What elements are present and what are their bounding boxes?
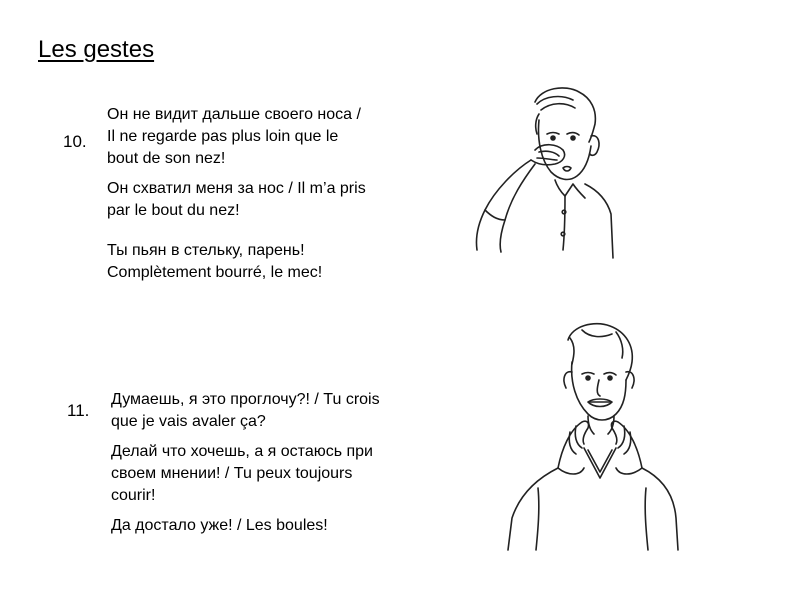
page-title: Les gestes — [38, 36, 155, 63]
phrase-line: своем мнении! / Tu peux toujours — [111, 465, 353, 482]
phrase-group-11 — [111, 389, 431, 537]
phrase-group-10 — [107, 104, 417, 284]
phrase-line: Ты пьян в стельку, парень! — [107, 242, 305, 259]
phrase — [111, 389, 431, 433]
phrase-line: Complètement bourré, le mec! — [107, 264, 323, 281]
man-pinching-nose-illustration — [465, 80, 615, 270]
phrase-line: bout de son nez! — [107, 150, 226, 167]
phrase — [107, 178, 417, 222]
phrase — [111, 515, 431, 537]
phrase — [107, 104, 417, 170]
phrase-line: Да достало уже! / Les boules! — [111, 517, 328, 534]
item-number-11: 11. — [67, 401, 90, 420]
phrase-line: Думаешь, я это проглочу?! / Tu crois — [111, 391, 380, 408]
phrase-line: Он схватил меня за нос / Il m’a pris — [107, 180, 366, 197]
phrase-line: Il ne regarde pas plus loin que le — [107, 128, 339, 145]
item-number-10: 10. — [63, 132, 87, 151]
phrase-line: par le bout du nez! — [107, 202, 240, 219]
phrase-line: que je vais avaler ça? — [111, 413, 266, 430]
man-clutching-throat-illustration — [498, 318, 680, 552]
phrase-line: courir! — [111, 487, 156, 504]
phrase-line: Делай что хочешь, а я остаюсь при — [111, 443, 373, 460]
phrase — [111, 441, 431, 507]
phrase-line: Он не видит дальше своего носа / — [107, 106, 361, 123]
phrase — [107, 240, 417, 284]
